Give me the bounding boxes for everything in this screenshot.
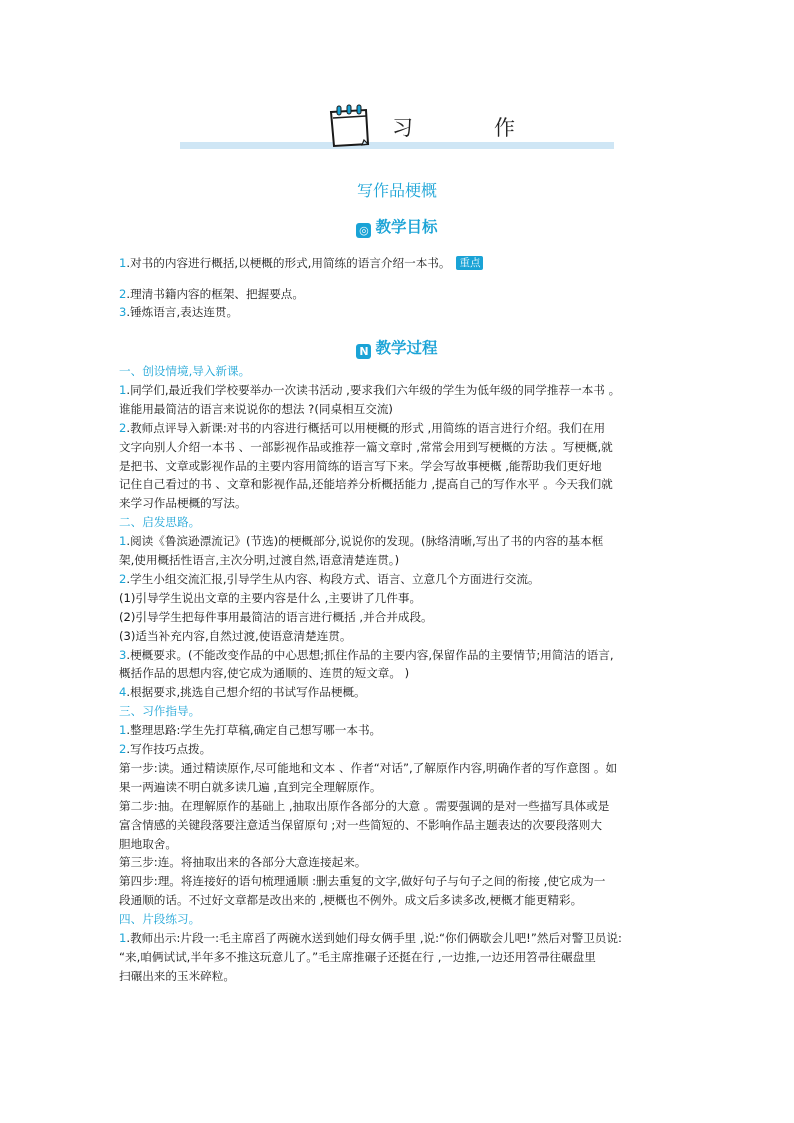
- text-line: 3.梗概要求。(不能改变作品的中心思想;抓住作品的主要内容,保留作品的主要情节;用简洁的语言,: [119, 647, 614, 662]
- section-heading: 一、创设情境,导入新课。: [119, 364, 251, 378]
- objective-item: 1.对书的内容进行概括,以梗概的形式,用简练的语言介绍一本书。 重点: [119, 254, 483, 272]
- text-line: 概括作品的思想内容,使它成为通顺的、连贯的短文章。 ): [119, 666, 410, 681]
- objectives-heading-text: 教学目标: [375, 218, 438, 236]
- text-line: 4.根据要求,挑选自己想介绍的书试写作品梗概。: [119, 685, 366, 700]
- page-title: 习 作: [392, 116, 545, 140]
- text-line: 扫碾出来的玉米碎粒。: [119, 968, 235, 983]
- text-line: 第三步:连。将抽取出来的各部分大意连接起来。: [119, 855, 367, 870]
- text-line: 果一两遍读不明白就多读几遍 ,直到完全理解原作。: [119, 779, 382, 794]
- text-line: (1)引导学生说出文章的主要内容是什么 ,主要讲了几件事。: [119, 590, 422, 605]
- text-line: 1.教师出示:片段一:毛主席舀了两碗水送到她们母女俩手里 ,说:“你们俩歇会儿吧!”然后对警卫员说:: [119, 931, 622, 945]
- objectives-heading: [0, 215, 794, 238]
- process-heading: [0, 336, 794, 359]
- text-line: 2.教师点评导入新课:对书的内容进行概括可以用梗概的形式 ,用简练的语言进行介绍。我们在用: [119, 420, 606, 435]
- target-icon: ◎: [356, 223, 371, 238]
- text-line: 段通顺的话。不过好文章都是改出来的 ,梗概也不例外。成文后多读多改,梗概才能更精彩。: [119, 893, 583, 908]
- text-line: 文字向别人介绍一本书 、一部影视作品或推荐一篇文章时 ,常常会用到写梗概的方法 。写梗概,就: [119, 439, 613, 454]
- text-line: 是把书、文章或影视作品的主要内容用简练的语言写下来。学会写故事梗概 ,能帮助我们更好地: [119, 458, 602, 473]
- text-line: 记住自己看过的书 、文章和影视作品,还能培养分析概括能力 ,提高自己的写作水平 。今天我们就: [119, 477, 613, 492]
- text-line: 谁能用最简洁的语言来说说你的想法 ?(同桌相互交流): [119, 401, 393, 416]
- objective-item: 3.锤炼语言,表达连贯。: [119, 305, 239, 319]
- text-line: 富含情感的关键段落要注意适当保留原句 ;对一些简短的、不影响作品主题表达的次要段落则大: [119, 817, 602, 832]
- text-line: 架,使用概括性语言,主次分明,过渡自然,语意清楚连贯。): [119, 553, 400, 567]
- text-line: 来学习作品梗概的写法。: [119, 496, 247, 511]
- text-line: 2.写作技巧点拨。: [119, 742, 212, 756]
- text-line: 2.学生小组交流汇报,引导学生从内容、构段方式、语言、立意几个方面进行交流。: [119, 571, 540, 586]
- text-line: (3)适当补充内容,自然过渡,使语意清楚连贯。: [119, 628, 352, 643]
- text-line: 第一步:读。通过精读原作,尽可能地和文本 、作者“对话”,了解原作内容,明确作者的写作意图 。如: [119, 760, 618, 775]
- section-subtitle: 写作品梗概: [356, 181, 437, 200]
- page-header: [180, 104, 614, 152]
- text-line: (2)引导学生把每件事用最简洁的语言进行概括 ,并合并成段。: [119, 609, 433, 624]
- process-heading-text: 教学过程: [375, 339, 438, 357]
- notepad-icon: [326, 104, 372, 148]
- text-line: 1.阅读《鲁滨逊漂流记》(节选)的梗概部分,说说你的发现。(脉络清晰,写出了书的内容的基本框: [119, 534, 604, 549]
- text-line: “来,咱俩试试,半年多不推这玩意儿了。”毛主席推碾子还挺在行 ,一边推,一边还用笤帚往碾盘里: [119, 949, 596, 964]
- section-heading: 四、片段练习。: [119, 912, 201, 927]
- text-line: 1.同学们,最近我们学校要举办一次读书活动 ,要求我们六年级的学生为低年级的同学推荐一本书 。: [119, 382, 621, 397]
- header-divider: [180, 142, 614, 149]
- text-line: 第四步:理。将连接好的语句梳理通顺 :删去重复的文字,做好句子与句子之间的衔接 ,使它成为一: [119, 874, 606, 889]
- section-heading: 三、习作指导。: [119, 704, 201, 719]
- text-line: 1.整理思路:学生先打草稿,确定自己想写哪一本书。: [119, 723, 382, 738]
- objective-item: 2.理清书籍内容的框架、把握要点。: [119, 287, 304, 301]
- process-icon: N: [356, 344, 371, 359]
- key-point-tag: 重点: [456, 256, 483, 270]
- text-line: 第二步:抽。在理解原作的基础上 ,抽取出原作各部分的大意 。需要强调的是对一些描写具体或是: [119, 798, 610, 813]
- section-heading: 二、启发思路。: [119, 515, 201, 530]
- text-line: 胆地取舍。: [119, 836, 177, 851]
